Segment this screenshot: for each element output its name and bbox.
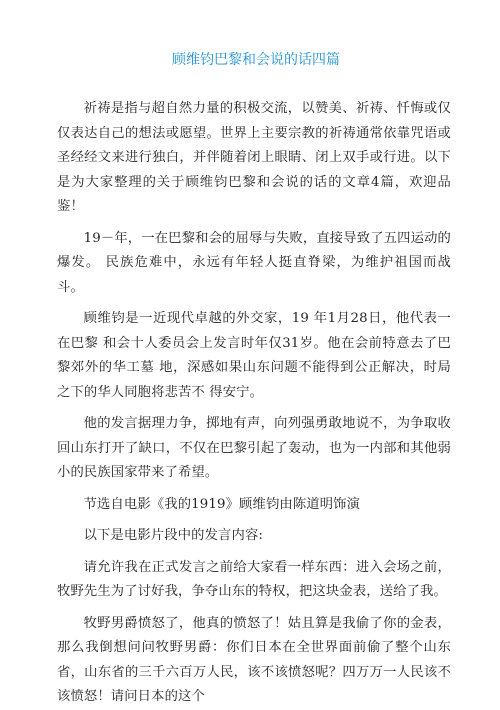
paragraph-biography: 顾维钧是一近现代卓越的外交家，19 年1月28日，他代表一在巴黎 和会十人委员会上发言时年仅31岁。他在会前特意去了巴黎郊外的华工墓 地，深感如果山东问题不能得到公正解决，时局之下的华人同胞将悲苦不 得安宁。 bbox=[57, 311, 451, 400]
paragraph-intro: 祈祷是指与超自然力量的积极交流，以赞美、祈祷、忏悔或仅仅表达自己的想法或愿望。世界上主要宗教的祈祷通常依靠咒语或圣经经文来进行独白，并伴随着闭上眼睛、闭上双手或行进。以下是为大家整理的关于顾维钧巴黎和会说的话的文章4篇，欢迎品鉴！ bbox=[57, 101, 451, 214]
page-title: 顾维钧巴黎和会说的话四篇 bbox=[172, 52, 340, 68]
paragraph-speech-part-1: 请允许我在正式发言之前给大家看一样东西：进入会场之前，牧野先生为了讨好我，争夺山东的特权，把这块金表，送给了我。 bbox=[57, 559, 451, 599]
paragraph-film-source: 节选自电影《我的1919》顾维钧由陈道明饰演 bbox=[83, 496, 361, 512]
paragraph-background: 19－年，一在巴黎和会的屈辱与失败，直接导致了五四运动的爆发。 民族危难中，永远有年轻人挺直脊梁，为维护祖国而战斗。 bbox=[57, 230, 451, 295]
paragraph-speech-impact: 他的发言据理力争，掷地有声，向列强勇敢地说不，为争取收回山东打开了缺口，不仅在巴黎引起了轰动，也为一内部和其他弱小的民族国家带来了希望。 bbox=[57, 416, 451, 480]
paragraph-speech-part-2: 牧野男爵愤怒了，他真的愤怒了！姑且算是我偷了你的金表，那么我倒想问问牧野男爵：你们日本在全世界面前偷了整个山东省，山东省的三千六百万人民，该不该愤怒呢？四万万一人民该不该愤怒！请问日本的这个 bbox=[57, 615, 451, 704]
paragraph-speech-intro: 以下是电影片段中的发言内容: bbox=[83, 528, 264, 543]
